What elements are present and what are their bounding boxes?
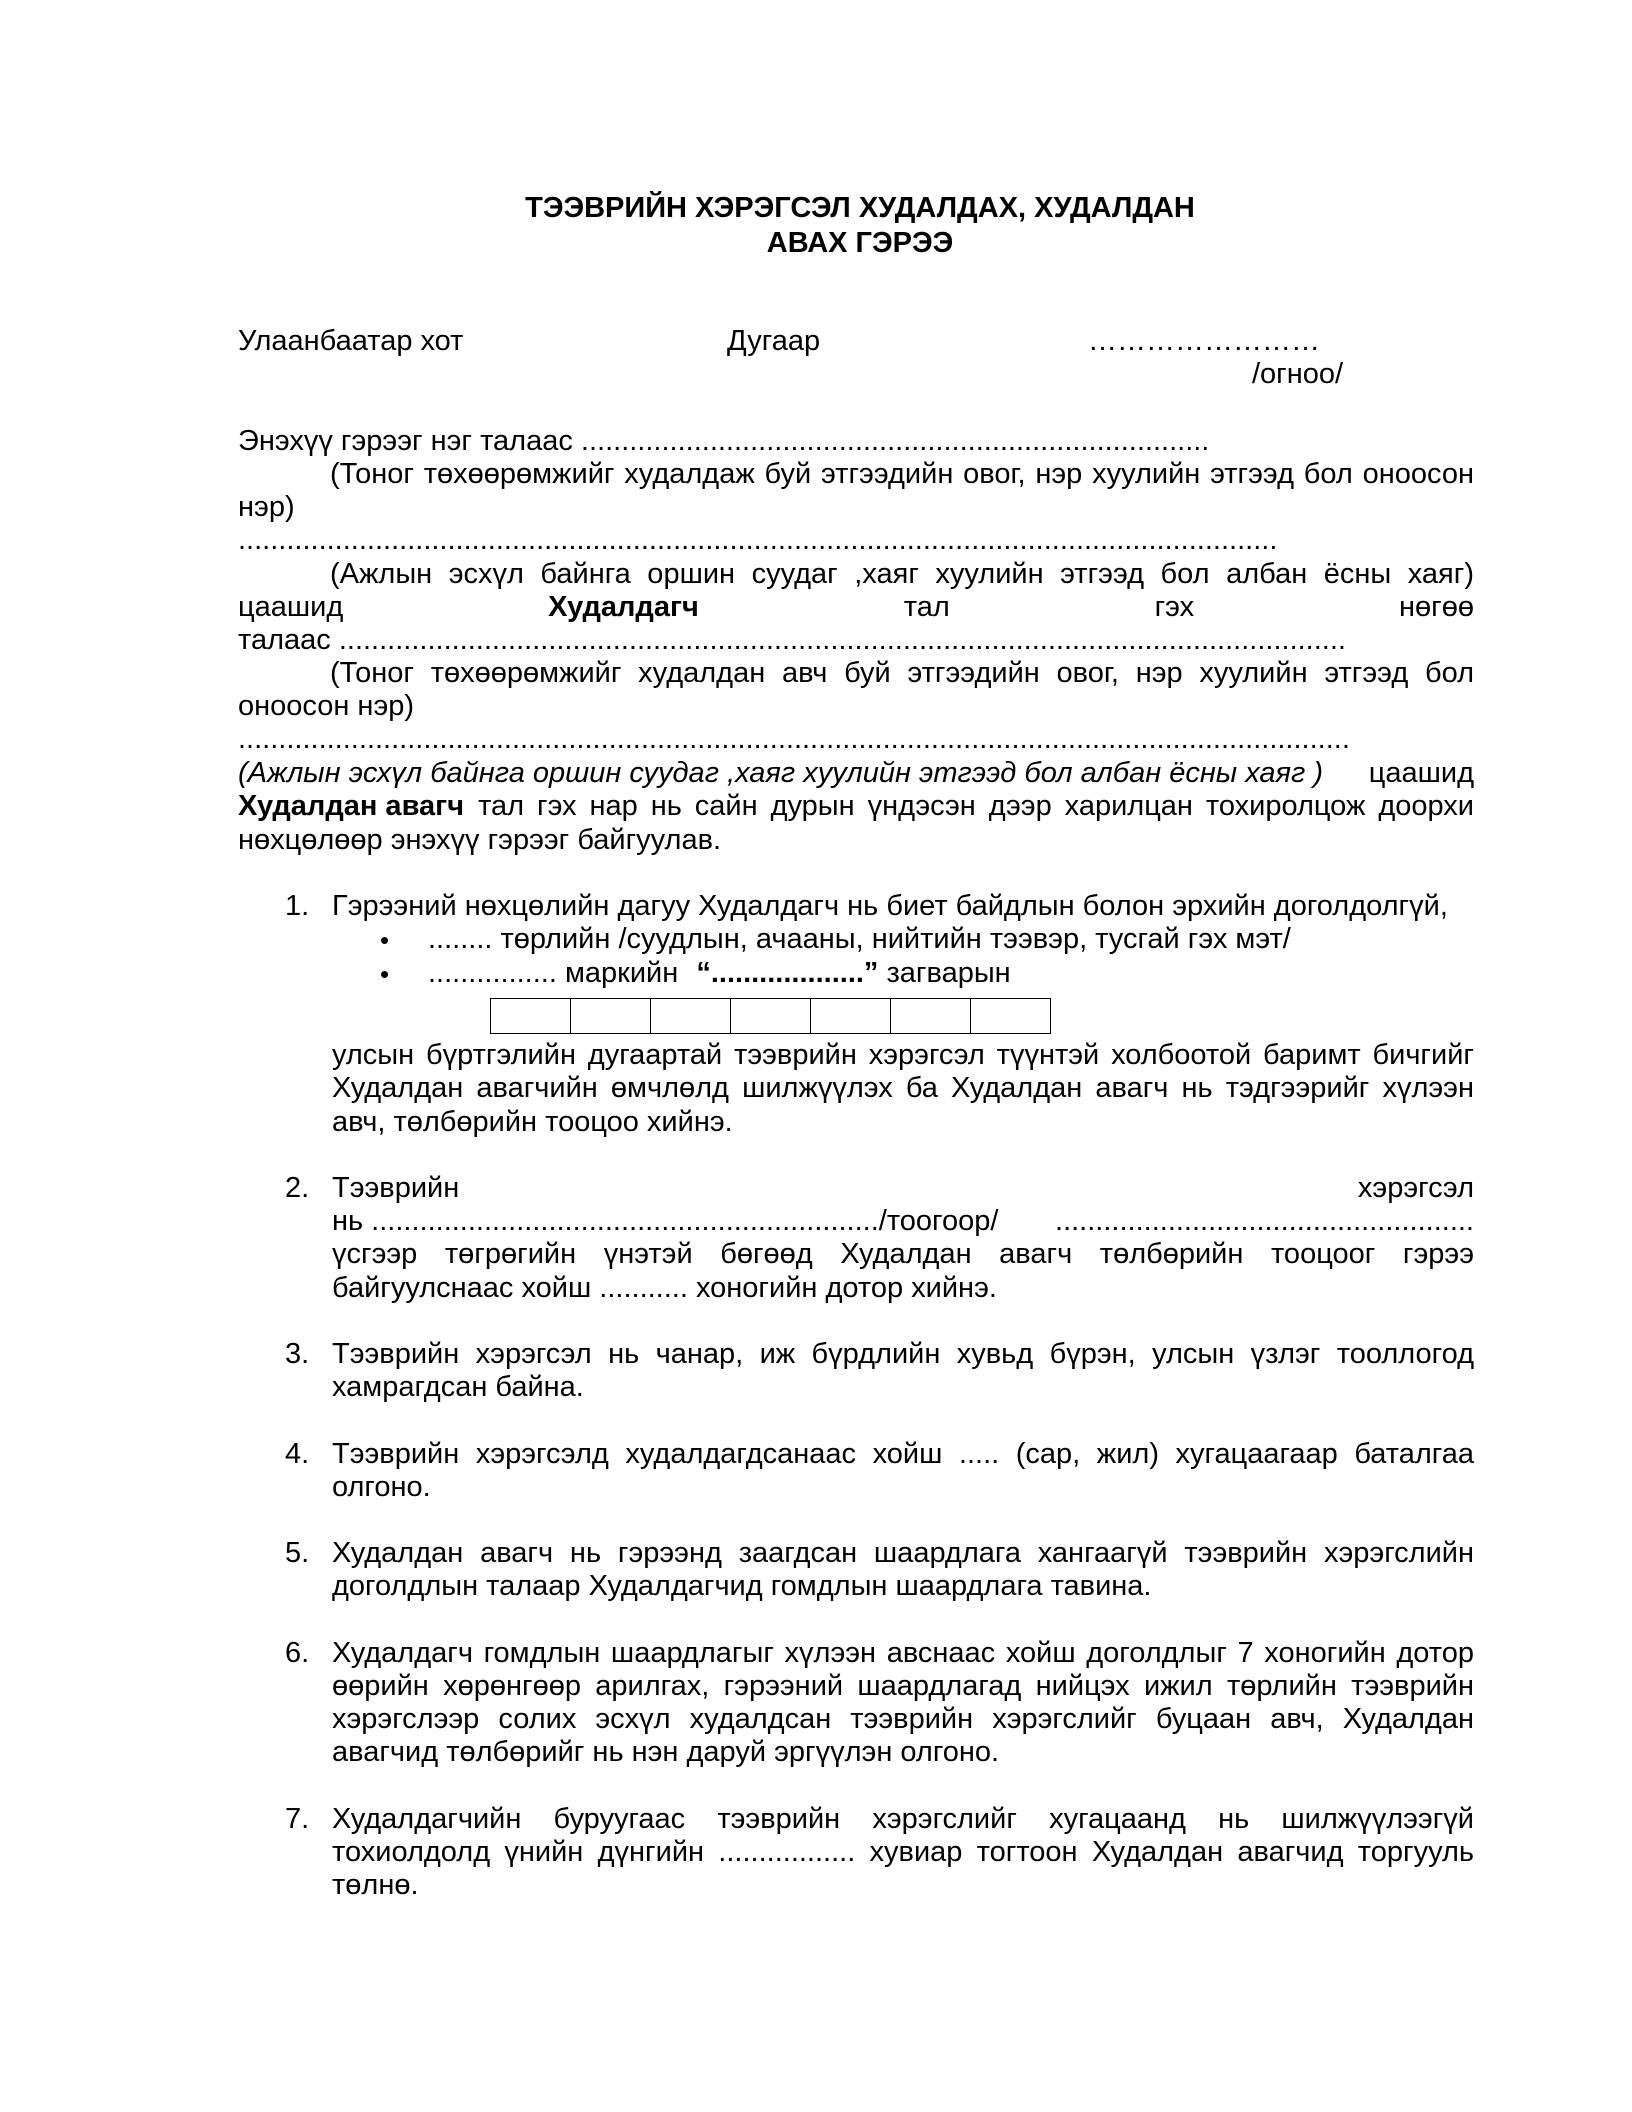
clause-6-line-3: хэрэгслээр солих эсхүл худалдсан тээврийн хэрэгслийг буцаан авч, Худалдан bbox=[332, 1703, 1474, 1735]
plate-cell[interactable] bbox=[731, 999, 811, 1033]
word-gekh: гэх bbox=[1154, 591, 1195, 623]
buyer-term: Худалдан авагч bbox=[238, 790, 465, 822]
plate-cell[interactable] bbox=[571, 999, 651, 1033]
seller-term: Худалдагч bbox=[548, 591, 699, 623]
clause-1-bullet-2 bbox=[428, 957, 1011, 990]
buyer-name-dots: ............................................................................................................................. bbox=[338, 624, 1346, 656]
closing-1-tail: цаашид bbox=[1368, 757, 1474, 789]
clause-1-body-2: Худалдан авагчийн өмчлөлд шилжүүлэх ба Худалдан авагч нь тэдгээрийг хүлээн bbox=[332, 1072, 1474, 1104]
title-line-2: АВАХ ГЭРЭЭ bbox=[766, 227, 954, 259]
plate-cell[interactable] bbox=[491, 999, 571, 1033]
word-tal: тал bbox=[903, 591, 950, 623]
buyer-address-hint: (Ажлын эсхүл байнга оршин суудаг ,хаяг хуулийн этгээд бол албан ёсны хаяг ) bbox=[238, 757, 1324, 789]
clause-5-line-2: доголдлын талаар Худалдагчид гомдлын шаардлага тавина. bbox=[332, 1570, 1152, 1602]
clause-3-line-1: Тээврийн хэрэгсэл нь чанар, иж бүрдлийн хувьд бүрэн, улсын үзлэг тооллогод bbox=[332, 1338, 1474, 1370]
number-label: Дугаар bbox=[727, 325, 821, 357]
seller-name-hint-2: нэр) bbox=[238, 491, 295, 523]
date-label: /огноо/ bbox=[1252, 358, 1344, 390]
buyer-term-line bbox=[238, 790, 1474, 823]
clause-6-line-4: авагчид төлбөрийг нь нэн даруй эргүүлэн олгоно. bbox=[332, 1736, 1000, 1768]
buyer-address-dots: .......................................................................................................................................... bbox=[238, 723, 1350, 755]
bullet-glyph: • bbox=[380, 925, 390, 955]
plate-cell[interactable] bbox=[651, 999, 731, 1033]
clause-7-line-1: Худалдагчийн буруугаас тээврийн хэрэгслийг хугацаанд нь шилжүүлээгүй bbox=[332, 1803, 1474, 1835]
registration-number-boxes[interactable] bbox=[490, 998, 1051, 1034]
clause-2-number: 2. bbox=[285, 1172, 310, 1204]
city: Улаанбаатар хот bbox=[238, 325, 464, 357]
clause-2-line-1 bbox=[332, 1172, 1474, 1205]
clause-1-lead: Гэрээний нөхцөлийн дагуу Худалдагч нь биет байдлын болон эрхийн доголдолгүй, bbox=[332, 890, 1448, 922]
seller-address-hint: (Ажлын эсхүл байнга оршин суудаг ,хаяг хуулийн этгээд бол албан ёсны хаяг) bbox=[330, 558, 1474, 590]
clause-2-line-2-left: нь .............................................................../тоогоор/ bbox=[332, 1205, 999, 1237]
clause-2-line-4: байгуулснаас хойш ........... хоногийн дотор хийнэ. bbox=[332, 1272, 997, 1304]
clause-2-line-1-right: хэрэгсэл bbox=[1357, 1172, 1474, 1204]
clause-6-line-2: өөрийн хөрөнгөөр арилгах, гэрээний шаардлагад нийцэх ижил төрлийн тээврийн bbox=[332, 1670, 1474, 1702]
bullet-2-post: загварын bbox=[886, 957, 1011, 989]
clause-7-line-3: төлнө. bbox=[332, 1869, 419, 1901]
clause-4-line-2: олгоно. bbox=[332, 1471, 431, 1503]
seller-name-hint-1: (Тоног төхөөрөмжийг худалдаж буй этгээдийн овог, нэр хуулийн этгээд бол оноосон bbox=[330, 458, 1474, 490]
closing-3: нөхцөлөөр энэхүү гэрээг байгуулав. bbox=[238, 824, 722, 856]
clause-2-line-2-right: .................................................... bbox=[1055, 1205, 1474, 1237]
clause-7-line-2: тохиолдолд үнийн дүнгийн ................. хувиар тогтоон Худалдан авагчид торгууль bbox=[332, 1836, 1474, 1868]
plate-cell[interactable] bbox=[891, 999, 971, 1033]
clause-2-line-1-left: Тээврийн bbox=[332, 1172, 460, 1204]
clause-1-number: 1. bbox=[285, 890, 310, 922]
bullet-glyph: • bbox=[380, 959, 390, 989]
bullet-2-pre: ................ маркийн bbox=[428, 957, 679, 989]
seller-term-line bbox=[238, 591, 1474, 624]
word-caashid: цаашид bbox=[238, 591, 344, 623]
clause-6-number: 6. bbox=[285, 1637, 310, 1669]
clause-1-body-3: авч, төлбөрийн тооцоо хийнэ. bbox=[332, 1106, 733, 1138]
bullet-2-bold: “...................” bbox=[696, 957, 879, 989]
seller-address-dots: ................................................................................................................................. bbox=[238, 524, 1278, 556]
plate-cell[interactable] bbox=[971, 999, 1050, 1033]
buyer-intro-line bbox=[238, 624, 1388, 657]
word-talaas: талаас bbox=[238, 624, 331, 656]
clause-6-line-1: Худалдагч гомдлын шаардлагыг хүлээн авснаас хойш доголдлыг 7 хоногийн дотор bbox=[332, 1637, 1474, 1669]
clause-4-number: 4. bbox=[285, 1438, 310, 1470]
clause-4-line-1: Тээврийн хэрэгсэлд худалдагдсанаас хойш ..... (сар, жил) хугацаагаар баталгаа bbox=[332, 1438, 1474, 1470]
intro-label: Энэхүү гэрээг нэг талаас bbox=[238, 425, 573, 457]
clause-2-line-3: үсгээр төгрөгийн үнэтэй бөгөөд Худалдан авагч төлбөрийн тооцоог гэрээ bbox=[332, 1238, 1474, 1270]
clause-7-number: 7. bbox=[285, 1803, 310, 1835]
clause-5-number: 5. bbox=[285, 1537, 310, 1569]
buyer-name-hint-1: (Тоног төхөөрөмжийг худалдан авч буй этгээдийн овог, нэр хуулийн этгээд бол bbox=[330, 657, 1474, 689]
intro-text bbox=[238, 425, 1209, 458]
clause-5-line-1: Худалдан авагч нь гэрээнд заагдсан шаардлага хангаагүй тээврийн хэрэгслийн bbox=[332, 1537, 1474, 1569]
clause-1-body-1: улсын бүртгэлийн дугаартай тээврийн хэрэгсэл түүнтэй холбоотой баримт бичгийг bbox=[332, 1039, 1474, 1071]
clause-3-line-2: хамрагдсан байна. bbox=[332, 1371, 584, 1403]
date-dots: …………………… bbox=[1088, 325, 1320, 357]
buyer-address-line bbox=[238, 757, 1474, 790]
clause-1-bullet-1: ........ төрлийн /суудлын, ачааны, нийтийн тээвэр, тусгай гэх мэт/ bbox=[428, 923, 1291, 955]
word-nogoo: нөгөө bbox=[1399, 591, 1474, 623]
clause-2-line-2 bbox=[332, 1205, 1474, 1238]
clause-3-number: 3. bbox=[285, 1338, 310, 1370]
closing-2-tail: тал гэх нар нь сайн дурын үндэсэн дээр харилцан тохиролцож доорхи bbox=[478, 790, 1474, 822]
buyer-name-hint-2: оноосон нэр) bbox=[238, 690, 415, 722]
plate-cell[interactable] bbox=[811, 999, 891, 1033]
title-line-1: ТЭЭВРИЙН ХЭРЭГСЭЛ ХУДАЛДАХ, ХУДАЛДАН bbox=[525, 192, 1195, 224]
intro-dots: .............................................................................. bbox=[580, 425, 1210, 457]
